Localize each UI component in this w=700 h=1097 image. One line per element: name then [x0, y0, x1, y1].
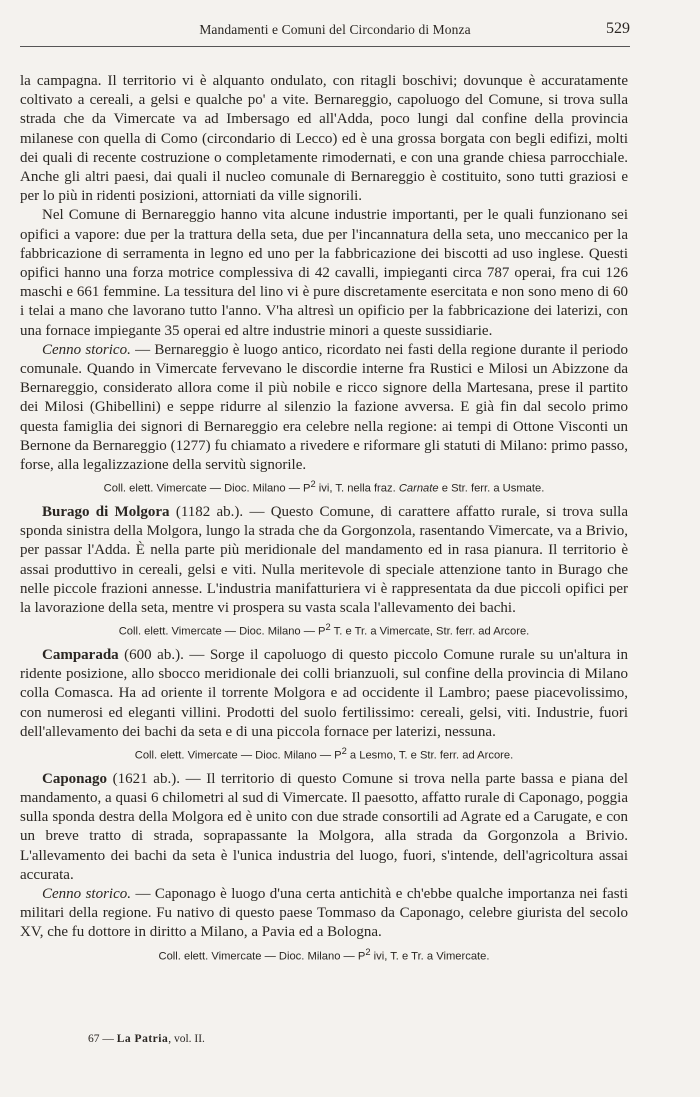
- note-sup: 2: [310, 479, 316, 490]
- note-text: ivi, T. e Tr. a Vimercate.: [370, 950, 490, 963]
- entry-text: (1621 ab.). — Il territorio di questo Comune si trova nella parte bassa e piana del mandamento, a quasi 6 chilometri al sud di Vimercate. Il paesotto, affatto rurale di Caponago, poggia sulla sponda destra della Molgora ed è unito con due strade consortili ad Agrate ed a Carugate, e con un breve tratto di strada, soprapassante la Molgora, alla strada da Gorgonzola a Brivio. L'allevamento dei bachi da seta è l'unica industria del luogo, fuori, s'intende, dell'agricoltura assai accurata.: [20, 770, 628, 883]
- footer-signature: 67 —: [88, 1033, 114, 1045]
- running-title: Mandamenti e Comuni del Circondario di Monza: [199, 22, 471, 37]
- entry-text: (1182 ab.). — Questo Comune, di carattere affatto rurale, si trova sulla sponda sinistra della Molgora, lungo la strada che da Gorgonzola, rasentando Vimercate, va a Brivio, per passar l'Adda. È nella parte più meridionale del mandamento ed in rasa pianura. Il territorio è assai produttivo in cereali, gelsi e viti. Nulla meritevole di speciale attenzione tanto in Burago che nelle piccole frazioni annesse. L'industria manifatturiera vi è rappresentata da due piccoli opifici per la lavorazione della seta, mentre vi prospera su vasta scala l'allevamento dei bachi.: [20, 504, 628, 617]
- note-text: Coll. elett. Vimercate — Dioc. Milano — P: [103, 483, 311, 495]
- note-text: a Lesmo, T. e Str. ferr. ad Arcore.: [346, 749, 514, 762]
- entry-title: Burago di Molgora: [42, 504, 170, 520]
- history-text: — Caponago è luogo d'una certa antichità e ch'ebbe qualche importanza nei fasti militari della regione. Fu nativo di questo paese Tommaso da Caponago, celebre giurista del secolo XV, che fu dottore in diritto a Milano, a Pavia ed a Bologna.: [20, 885, 628, 941]
- history-text: — Bernareggio è luogo antico, ricordato nei fasti della regione durante il periodo comunale. Quando in Vimercate fervevano le discordie interne fra Rustici e Milosi un Abizzone da Bernareggio, considerato allora come il più nobile e ricco signore della Martesana, prese il partito dei Milosi (Ghibellini) e seppe ridurre al silenzio la fazione avversa. E già fin dal secolo primo questa famiglia dei signori di Bernareggio era celebre nella regione: ai tempi di Ottone Visconti un Bernone da Bernareggio (1277) fu chiamato a rivedere e riformare gli statuti di Milano: primo passo, forse, alla legalizzazione della servitù signorile.: [20, 341, 628, 474]
- note-sup: 2: [325, 622, 331, 633]
- page-footer: [88, 1033, 205, 1045]
- note-sup: 2: [341, 745, 347, 756]
- note-text: T. e Tr. a Vimercate, Str. ferr. ad Arcore.: [330, 625, 530, 638]
- paragraph-caponago-history: [20, 885, 628, 943]
- entry-text: (600 ab.). — Sorge il capoluogo di questo piccolo Comune rurale su un'altura in ridente posizione, allo sbocco meridionale dei colli brianzuoli, sul confine della provincia di Milano colla Comasca. Ha ad oriente il torrente Molgora e ad occidente il Lambro; paese piacevolissimo, con numerosi ed eleganti villini. Prodotti del suolo fertilissimo: cereali, gelsi, viti. Industrie, fuori dell'allevamento dei bachi da seta e di una piccola fornace per laterizi, nessuna.: [20, 646, 628, 740]
- footer-book-title: La Patria: [116, 1033, 169, 1045]
- entry-camparada: [20, 646, 628, 742]
- admin-note-caponago: [20, 944, 628, 965]
- note-text: Coll. elett. Vimercate — Dioc. Milano — P: [118, 625, 326, 638]
- entry-caponago: [20, 770, 628, 885]
- note-text: e Str. ferr. a Usmate.: [438, 483, 545, 495]
- page-header: [20, 20, 630, 47]
- page-number: 529: [606, 20, 630, 37]
- entry-title: Caponago: [42, 770, 108, 787]
- admin-note-burago: [20, 619, 628, 640]
- paragraph-bernareggio-history: [20, 341, 628, 475]
- note-text: Coll. elett. Vimercate — Dioc. Milano — P: [158, 950, 366, 963]
- note-text: ivi, T. nella fraz.: [315, 483, 399, 495]
- note-italic: Carnate: [398, 483, 439, 495]
- entry-burago: [20, 503, 628, 618]
- history-label: Cenno storico.: [42, 885, 132, 902]
- admin-note-bernareggio: [20, 476, 628, 497]
- history-label: Cenno storico.: [42, 341, 131, 358]
- note-sup: 2: [365, 946, 371, 957]
- body-text: [20, 72, 628, 970]
- note-text: Coll. elett. Vimercate — Dioc. Milano — P: [134, 749, 342, 762]
- admin-note-camparada: [20, 743, 628, 764]
- paragraph-bernareggio-territory: la campagna. Il territorio vi è alquanto ondulato, con ritagli boschivi; dovunque è accuratamente coltivato a cereali, a gelsi e qualche po' a vite. Bernareggio, capoluogo del Comune, si trova sulla strada che da Vimercate va ad Imbersago ed all'Adda, poco lungi dal confine della provincia milanese con quella di Como (circondario di Lecco) ed è una grossa borgata con begli edifizi, molti dei quali di recente costruzione o completamente rimodernati, e con una grande chiesa parrocchiale. Anche gli altri paesi, dai quali il nucleo comunale di Bernareggio è costituito, sono tutti graziosi e per lo più in ridenti posizioni, attorniati da ville signorili.: [20, 73, 628, 205]
- entry-title: Camparada: [42, 646, 119, 663]
- paragraph-bernareggio-industries: Nel Comune di Bernareggio hanno vita alcune industrie importanti, per le quali funzionano sei opifici a vapore: due per la trattura della seta, due per l'incannatura della seta, uno meccanico per la fabbricazione di serramenta in legno ed uno per la fabbricazione dei biscotti ad uso inglese. Questi opifici hanno una forza motrice complessiva di 42 cavalli, impieganti circa 787 operai, fra cui 126 maschi e 661 femmine. La tessitura del lino vi è pure discretamente esercitata e non sono meno di 60 i telai a mano che lavorano tutto l'anno. V'ha altresì un opificio per la fabbricazione dei laterizi, con una fornace impiegante 35 operai ed altre industrie minori a queste sussidiarie.: [20, 207, 628, 339]
- footer-volume: , vol. II.: [168, 1033, 205, 1045]
